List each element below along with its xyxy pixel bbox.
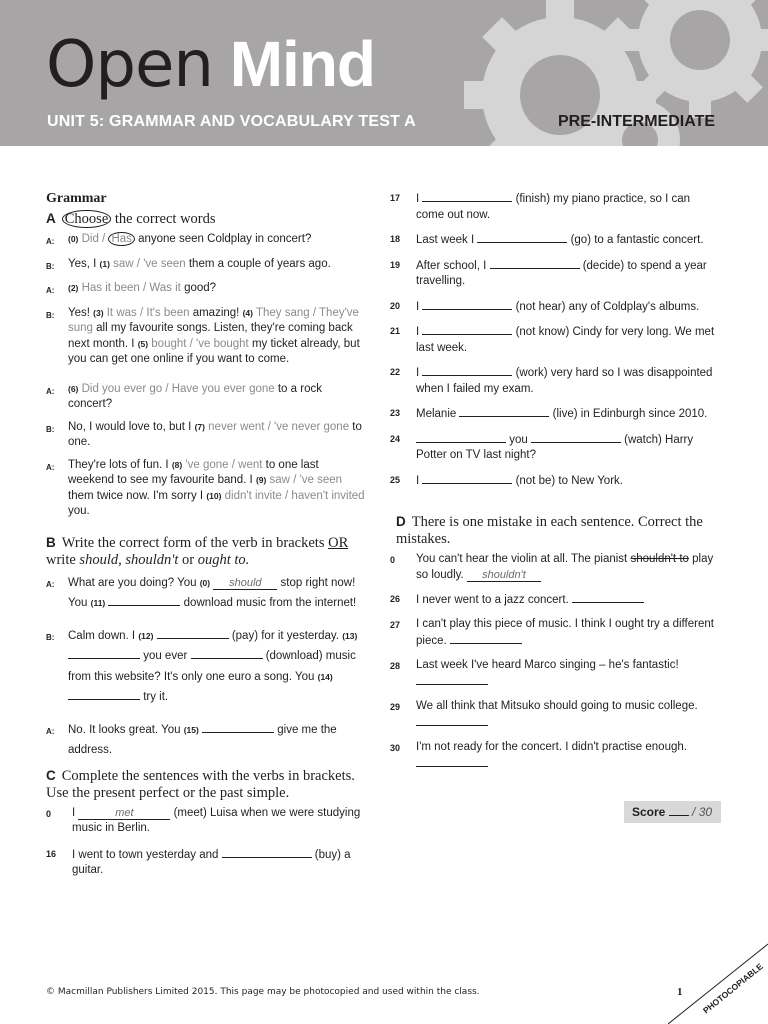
photocopiable-label: PHOTOCOPIABLE [700,961,765,1016]
answer-blank[interactable] [416,714,488,726]
answer-blank[interactable] [422,323,512,335]
unit-title: UNIT 5: GRAMMAR AND VOCABULARY TEST A [47,113,416,130]
example-answer: shouldn't [467,570,541,582]
answer-blank[interactable] [416,673,488,685]
answer-blank[interactable] [531,431,621,443]
answer-blank[interactable] [157,627,229,639]
section-c-title: C Complete the sentences with the verbs in brackets. Use the present perfect or the past simple. [46,767,355,801]
photocopiable-corner [668,940,768,1024]
example-answer: met [78,808,170,820]
answer-blank[interactable] [459,405,549,417]
answer-blank[interactable] [202,721,274,733]
section-a-title: A Choose the correct words [46,211,216,227]
left-column [46,190,366,886]
exercise-item: 19 After school, I (decide) to spend a year travelling. [390,257,720,290]
answer-blank[interactable] [477,231,567,243]
exercise-item: 24 you (watch) Harry Potter on TV last night? [390,431,720,464]
answer-blank[interactable] [222,846,312,858]
brand-light: Open [46,28,213,102]
exercise-item: 26 I never went to a jazz concert. [390,591,720,609]
exercise-item: A: No. It looks great. You (15) give me the address. [46,720,366,761]
answer-blank[interactable] [422,472,512,484]
circled-answer: Has [108,232,134,246]
score-blank[interactable] [669,807,689,816]
dialogue-line: A: (0) Did / Has anyone seen Coldplay in concert? [46,233,312,246]
exercise-item: 21 I (not know) Cindy for very long. We met last week. [390,323,720,356]
exercise-item: 27 I can't play this piece of music. I think I ought try a different piece. [390,617,714,647]
exercise-item: 0 You can't hear the violin at all. The pianist shouldn't to play so loudly. shouldn't [390,553,714,581]
answer-blank[interactable] [422,190,512,202]
dialogue-line: B: Yes! (3) It was / It's been amazing! (4) They sang / They've sung all my favourite songs. Listen, they're coming back next month. I (5) bought / 've bought my ticket already, but you can get one online if you want to come. [46,306,360,365]
exercise-item: 25 I (not be) to New York. [390,472,720,490]
answer-blank[interactable] [490,257,580,269]
answer-blank[interactable] [68,647,140,659]
exercise-item: 30 I'm not ready for the concert. I didn't practise enough. [390,740,720,773]
answer-blank[interactable] [416,431,506,443]
struck-mistake: shouldn't to [630,553,689,565]
copyright-footer: © Macmillan Publishers Limited 2015. This page may be photocopied and used within the class. [46,987,480,997]
exercise-item: 17 I (finish) my piano practice, so I can come out now. [390,190,720,223]
circled-word: Choose [62,210,112,228]
level-label: PRE-INTERMEDIATE [558,113,716,130]
dialogue-line: A: They're lots of fun. I (8) 've gone / went to one last weekend to see my favourite band. I (9) saw / 've seen them twice now. I'm sorry I (10) didn't invite / haven't invited you. [46,458,365,517]
score-box: Score / 30 [624,801,721,823]
exercise-item: 18 Last week I (go) to a fantastic concert. [390,231,720,249]
exercise-item: 23 Melanie (live) in Edinburgh since 2010. [390,405,720,423]
exercise-item: A: What are you doing? You (0) should stop right now! You (11) download music from the internet! [46,576,357,609]
example-answer: should [213,578,277,590]
answer-blank[interactable] [108,594,180,606]
grammar-heading: Grammar [46,191,107,206]
answer-blank[interactable] [416,755,488,767]
section-b-title: B Write the correct form of the verb in brackets OR write should, shouldn't or ought to. [46,534,349,568]
exercise-item: 22 I (work) very hard so I was disappointed when I failed my exam. [390,364,720,397]
answer-blank[interactable] [572,591,644,603]
dialogue-line: A: (2) Has it been / Was it good? [46,282,217,295]
right-column [390,190,720,780]
exercise-item: 0 I met (meet) Luisa when we were studying music in Berlin. [46,806,361,834]
brand-bold: Mind [229,28,375,100]
brand-logo [46,28,375,101]
answer-blank[interactable] [422,364,512,376]
answer-blank[interactable] [422,298,512,310]
exercise-item: 29 We all think that Mitsuko should going to music college. [390,699,720,732]
exercise-item: 28 Last week I've heard Marco singing – he's fantastic! [390,658,720,691]
section-d-title: D There is one mistake in each sentence. Correct the mistakes. [396,514,703,547]
answer-blank[interactable] [191,647,263,659]
dialogue-line: A: (6) Did you ever go / Have you ever gone to a rock concert? [46,382,322,410]
exercise-item: 20 I (not hear) any of Coldplay's albums. [390,298,720,316]
dialogue-line: B: No, I would love to, but I (7) never went / 've never gone to one. [46,420,362,448]
answer-blank[interactable] [450,632,522,644]
dialogue-line: B: Yes, I (1) saw / 've seen them a couple of years ago. [46,257,331,271]
answer-blank[interactable] [68,688,140,700]
page-header [0,0,768,146]
page-number: 1 [677,986,683,998]
exercise-item: B: Calm down. I (12) (pay) for it yesterday. (13) you ever (download) music from this website? It's only one euro a song. You (14) try it. [46,626,366,708]
exercise-item: 16 I went to town yesterday and (buy) a guitar. [46,846,366,879]
